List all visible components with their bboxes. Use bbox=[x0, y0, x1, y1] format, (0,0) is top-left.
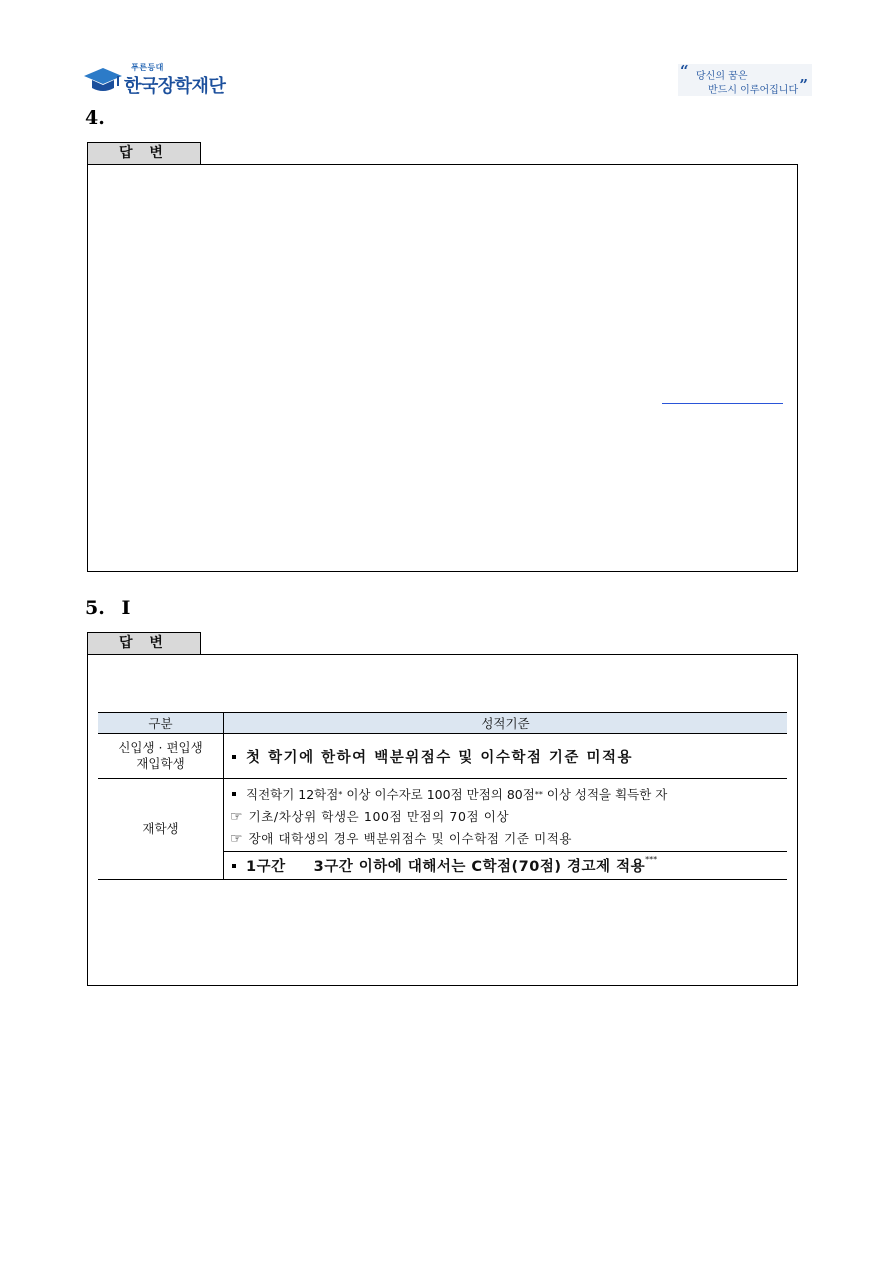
open-quote: “ bbox=[680, 62, 689, 80]
row2-category: 재학생 bbox=[98, 779, 224, 880]
question-5-num: 5. bbox=[85, 597, 105, 619]
pointing-hand-icon: ☞ bbox=[230, 809, 243, 825]
header-category: 구분 bbox=[98, 713, 224, 734]
slogan-banner bbox=[678, 64, 812, 96]
graduation-cap-icon bbox=[84, 66, 122, 94]
footnote-mark-2: ** bbox=[534, 790, 543, 799]
row1-category bbox=[98, 734, 224, 779]
line2-text: 기초/차상위 학생은 100점 만점의 70점 이상 bbox=[248, 809, 510, 824]
row2-line4 bbox=[224, 852, 788, 880]
hyperlink-underline[interactable] bbox=[662, 403, 783, 404]
footnote-mark-1: * bbox=[338, 790, 343, 799]
line1-part-a: 직전학기 12학점 bbox=[246, 787, 339, 802]
table-row bbox=[98, 734, 787, 779]
row2-line3 bbox=[230, 828, 787, 850]
logo-name: 한국장학재단 bbox=[124, 76, 226, 97]
bullet-icon bbox=[232, 864, 236, 868]
row2-line2 bbox=[230, 806, 787, 828]
slogan-line-2: 반드시 이루어집니다 bbox=[708, 85, 799, 96]
answer-box-4 bbox=[87, 164, 798, 572]
slogan-line-1: 당신의 꿈은 bbox=[696, 71, 748, 82]
question-5-number bbox=[85, 597, 130, 619]
row1-category-line2: 재입학생 bbox=[136, 756, 185, 771]
table-header-row bbox=[98, 713, 787, 734]
row2-criteria-block bbox=[224, 779, 788, 852]
line3-text: 장애 대학생의 경우 백분위점수 및 이수학점 기준 미적용 bbox=[248, 831, 573, 846]
bullet-icon bbox=[232, 792, 236, 796]
row1-category-line1: 신입생 · 편입생 bbox=[118, 740, 203, 755]
question-4-number: 4. bbox=[85, 107, 105, 129]
line1-part-b: 이상 이수자로 100점 만점의 80점 bbox=[342, 787, 535, 802]
footnote-mark-3: *** bbox=[645, 855, 658, 864]
bullet-icon bbox=[232, 755, 236, 759]
pointing-hand-icon: ☞ bbox=[230, 831, 243, 847]
row1-criterion bbox=[224, 734, 788, 779]
table-row bbox=[98, 779, 787, 852]
header-criteria: 성적기준 bbox=[224, 713, 788, 734]
row1-criterion-text: 첫 학기에 한하여 백분위점수 및 이수학점 기준 미적용 bbox=[246, 749, 633, 766]
line1-part-c: 이상 성적을 획득한 자 bbox=[542, 787, 668, 802]
question-5-title: I bbox=[121, 597, 131, 619]
line4-part-a: 1구간 bbox=[246, 859, 286, 875]
kosaf-logo bbox=[84, 62, 224, 98]
grade-criteria-table bbox=[98, 712, 787, 880]
row2-line1 bbox=[230, 784, 787, 806]
line4-part-b: 3구간 이하에 대해서는 C학점(70점) 경고제 적용 bbox=[313, 859, 646, 875]
logo-tagline: 푸른등대 bbox=[131, 63, 164, 72]
close-quote: ” bbox=[799, 76, 808, 94]
answer-tab-5: 답 변 bbox=[87, 632, 201, 654]
answer-tab-4: 답 변 bbox=[87, 142, 201, 164]
